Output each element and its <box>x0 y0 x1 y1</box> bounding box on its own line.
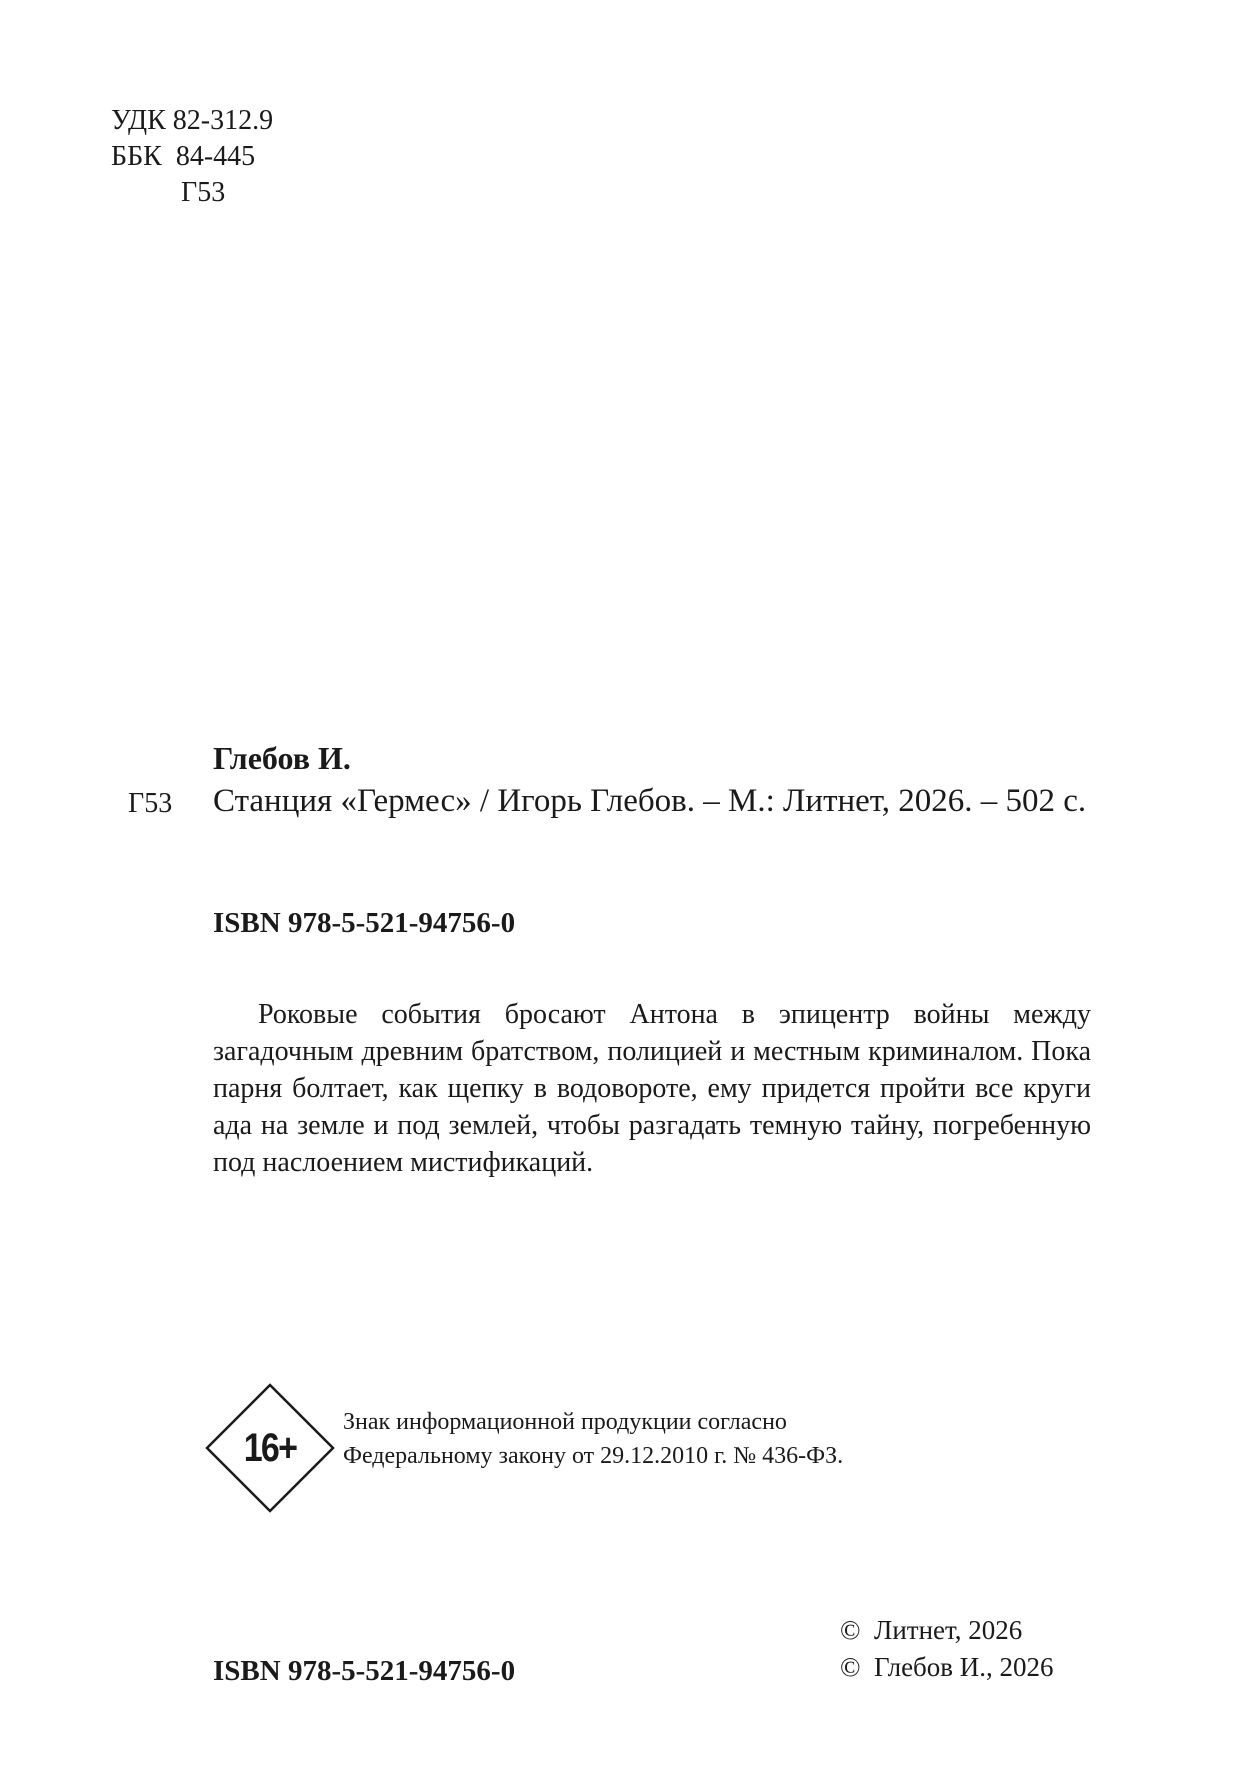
isbn-main: ISBN 978-5-521-94756-0 <box>213 907 516 939</box>
isbn-footer: ISBN 978-5-521-94756-0 <box>213 1655 516 1687</box>
author-mark-top: Г53 <box>181 177 226 208</box>
copyright-block <box>840 1612 1054 1686</box>
copyright-publisher: © Литнет, 2026 <box>840 1615 1023 1645</box>
age-rating-notice-line1: Знак информационной продукции согласно <box>343 1409 787 1435</box>
udk-code: УДК 82-312.9 <box>111 105 274 136</box>
bibliographic-description: Станция «Гермес» / Игорь Глебов. – М.: Литнет, 2026. – 502 с. <box>213 783 1087 819</box>
age-rating-label: 16+ <box>243 1426 297 1470</box>
copyright-author: © Глебов И., 2026 <box>840 1652 1054 1682</box>
author-heading: Глебов И. <box>213 740 351 776</box>
age-rating-notice <box>343 1405 843 1473</box>
annotation-text: Роковые события бросают Антона в эпицентр войны между загадочным древним братством, полицией и местным криминалом. Пока парня болтает, как щепку в водовороте, ему придется пройти все круги ада на земле и под землей, чтобы разгадать темную тайну, погребенную под наслоением мистификаций. <box>213 999 1091 1178</box>
age-rating-notice-line2: Федеральному закону от 29.12.2010 г. № 436-ФЗ. <box>343 1443 844 1469</box>
author-mark: Г53 <box>128 788 173 819</box>
classification-block <box>111 103 273 211</box>
bbk-code: ББК 84-445 <box>111 141 256 172</box>
